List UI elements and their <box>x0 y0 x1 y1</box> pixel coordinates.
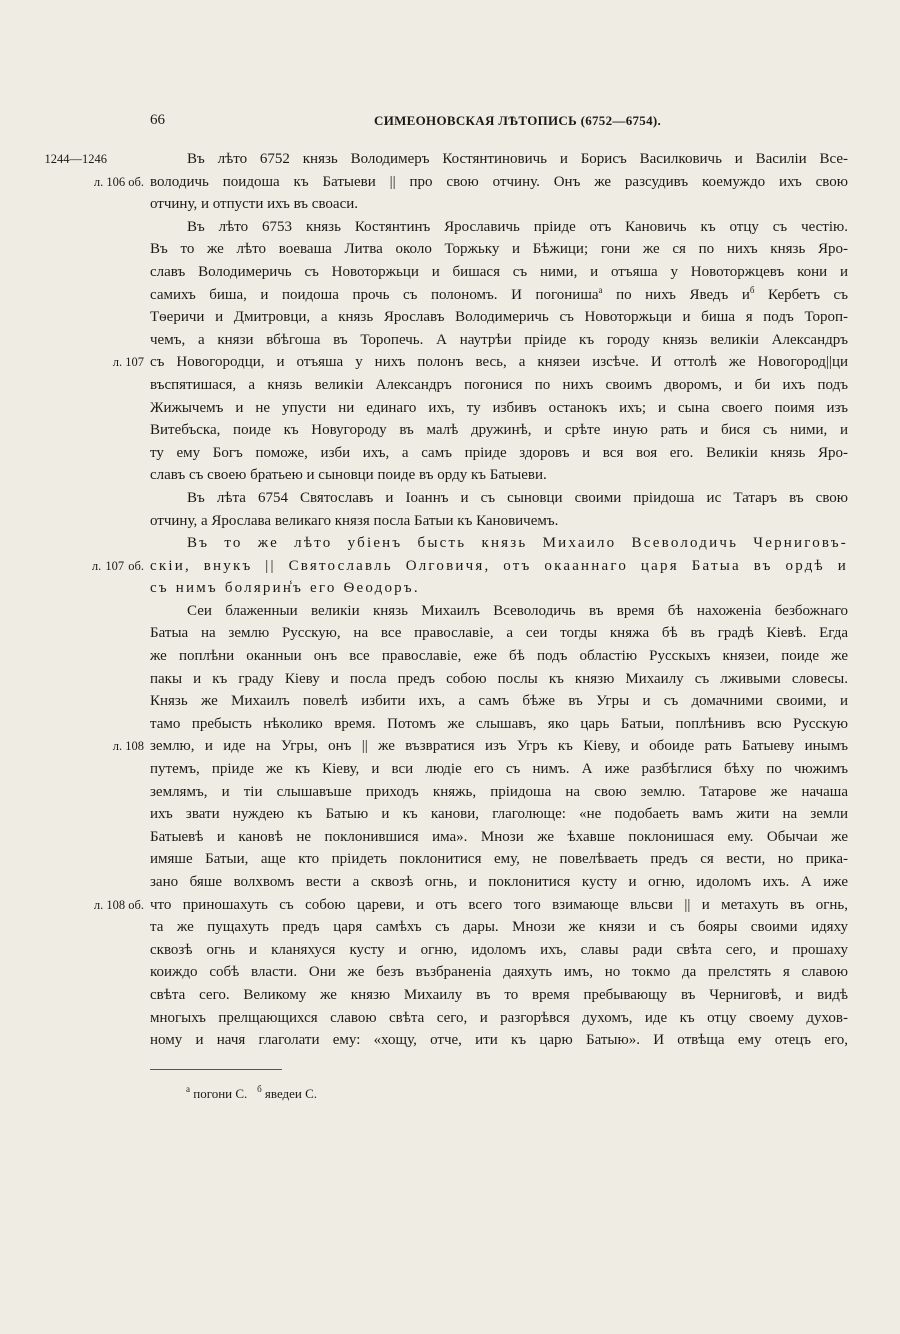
line-text: Въ то же лѣто воеваша Литва около Торжьку и Бѣжици; гони же ся по нихъ князь Яро- <box>150 241 848 258</box>
line-text: же поплѣни оканныи онъ все православіе, еже бѣ подъ областію Русскыхъ князеи, поиде же <box>150 648 848 665</box>
text-line <box>150 487 848 510</box>
text-line <box>150 713 848 736</box>
text-line <box>150 306 848 329</box>
text-line <box>150 826 848 849</box>
text-line <box>150 961 848 984</box>
text-line <box>93 894 848 917</box>
line-text: чемъ, а князи вбѣгоша въ Торопечь. А наутрѣи пріиде къ городу князь великіи Александръ <box>150 331 848 348</box>
line-text: съ нимъ болярин̾ъ его Ѳеодоръ. <box>150 580 420 597</box>
line-text: отчину, а Ярослава великаго князя посла Батыи къ Кановичемъ. <box>150 512 559 529</box>
text-line <box>150 781 848 804</box>
footnote-rule <box>150 1069 282 1070</box>
running-header <box>0 112 900 136</box>
footnote-b-mark: б <box>257 1084 262 1094</box>
text-line <box>150 939 848 962</box>
text-line <box>150 622 848 645</box>
text-line <box>150 419 848 442</box>
margin-note: л. 108 <box>112 739 144 754</box>
text-line <box>150 577 848 600</box>
margin-note: 1244—1246 <box>44 152 107 166</box>
text-line <box>150 1029 848 1052</box>
line-text: та же пущахуть предъ царя самѣхъ съ дары. Мнози же князи и съ бояры своими идяху <box>150 919 848 936</box>
chronicle-text <box>44 148 848 1052</box>
text-line <box>150 916 848 939</box>
line-text: Жижычемъ и не упусти ни единаго ихъ, ту избивъ останокъ ихъ; и сына своего поимя изъ <box>150 399 848 416</box>
text-line <box>150 238 848 261</box>
footnote-b-text: яведеи С. <box>264 1086 318 1101</box>
line-text: путемъ, пріиде же къ Кіеву, и вси людіе его съ нимъ. А иже разбѣглися бѣху по чюжимъ <box>150 761 848 778</box>
page-number: 66 <box>150 112 165 128</box>
line-text: Въ лѣто 6752 князь Володимеръ Костянтиновичь и Борисъ Василковичь и Василіи Все- <box>187 151 848 167</box>
line-text: отчину, и отпусти ихъ въ своаси. <box>150 196 359 213</box>
margin-note: л. 106 об. <box>93 174 144 189</box>
running-title: СИМЕОНОВСКАЯ ЛѢТОПИСЬ (6752—6754). <box>374 113 662 128</box>
line-text: володичь поидоша къ Батыеви || про свою отчину. Онъ же разсудивъ коемуждо ихъ свою <box>150 173 848 190</box>
text-line <box>150 668 848 691</box>
text-line <box>150 600 848 623</box>
line-text: Батыевѣ и кановѣ не поклонившися има». Мнози же ѣхавше поклонишася ему. Обычаи же <box>150 828 848 845</box>
text-line <box>150 871 848 894</box>
line-text: тамо пребысть нѣколико время. Потомъ же слышавъ, яко царь Батыи, поплѣнивъ всю Русскую <box>150 715 848 732</box>
line-text: сквозѣ огнь и кланяхуся кусту и огню, идоломъ ихъ, славы ради свѣта сего, и прошаху <box>150 941 848 958</box>
text-line <box>150 510 848 533</box>
line-text: свѣта сего. Великому же князю Михаилу въ то время пребывающу въ Черниговѣ, и видѣ <box>150 986 848 1003</box>
text-line <box>150 261 848 284</box>
text-line <box>150 532 848 555</box>
line-text: ному и начя глаголати ему: «хощу, отче, ити къ царю Батыю». И отвѣща ему отецъ его, <box>150 1032 848 1049</box>
line-text: зано бяше волхвомъ вести а сквозѣ огнь, и поклонитися кусту и огню, идоломъ ихъ. А иже <box>150 874 848 890</box>
line-text: Въ то же лѣто убіенъ бысть князь Михаило Всеволодичь Черниговъ- <box>187 535 848 552</box>
line-text: славъ Володимеричь съ Новоторжьци и бишася съ ними, и отъяша у Новоторжцевъ кони и <box>150 263 848 280</box>
text-line <box>150 216 848 239</box>
line-text: славъ съ своею братьею и сыновци поиде въ орду къ Батыеви. <box>150 467 547 484</box>
line-text: Батыа на землю Русскую, на все православіе, а сеи тогды княжа бѣ въ градѣ Кіевѣ. Егда <box>150 625 848 642</box>
line-text: землю, и иде на Угры, онъ || же възвратися изъ Угръ къ Кіеву, и обоиде рать Батыеву инымъ <box>150 738 848 755</box>
footnote-a-mark: а <box>186 1084 190 1094</box>
line-text: пакы и къ граду Кіеву и посла предъ собою послы къ князю Михаилу съ лживыми словесы. <box>150 670 848 687</box>
text-line <box>44 148 848 171</box>
footnotes <box>186 1086 317 1102</box>
text-line <box>150 984 848 1007</box>
text-line <box>150 848 848 871</box>
text-line <box>150 464 848 487</box>
line-text: коиждо собѣ власти. Они же безъ възбраненіа даяхуть имъ, но токмо да прелстять я славою <box>150 964 848 981</box>
text-line <box>150 374 848 397</box>
line-text: землямъ, и тіи слышавъше приходъ княжь, пріидоша на свою землю. Татарове же начаша <box>150 783 848 800</box>
text-line <box>150 690 848 713</box>
text-line <box>91 555 848 578</box>
margin-note: л. 107 об. <box>91 558 144 573</box>
line-text: скіи, внукъ || Святославль Олговичя, отъ окааннаго царя Батыа въ ордѣ и <box>150 557 848 574</box>
footnote-a-text: погони С. <box>193 1086 248 1101</box>
line-text: многыхъ прелщающихся славою свѣта сего, и разгорѣвся духомъ, иде къ отцу своему духов- <box>150 1009 848 1026</box>
text-line <box>150 645 848 668</box>
line-text: Тѳеричи и Дмитровци, а князь Ярославъ Володимеричь съ Новоторжьци и биша я подъ Тороп- <box>150 309 848 326</box>
line-text: съ Новогородци, и отъяша у нихъ полонъ весь, а князеи изсѣче. И оттолѣ же Новогород||ци <box>150 354 848 371</box>
text-line <box>93 171 848 194</box>
line-text: Въ лѣто 6753 князь Костянтинъ Ярославичь пріиде отъ Кановичь къ отцу съ честію. <box>187 218 848 235</box>
line-text: самихъ биша, и поидоша прочь съ полономъ. И погониша$^а$ по нихъ Яведъ $и^б$ Кербетъ съ <box>150 284 848 303</box>
line-text: Князь же Михаилъ повелѣ избити ихъ, а самъ бѣже въ Угры и съ домачними своими, и <box>150 693 848 710</box>
margin-note: л. 108 об. <box>93 897 144 912</box>
text-line <box>150 193 848 216</box>
line-text: ихъ звати нуждею къ Батыю и къ канови, глаголюще: «не подобаеть вамъ жити на земли <box>150 806 848 823</box>
line-text: въспятишася, а князь великіи Александръ погонися по нихъ своимъ дворомъ, и би ихъ подъ <box>150 376 848 393</box>
line-text: Витебъска, поиде къ Новугороду въ малѣ дружинѣ, и срѣте иную рать и бися съ ними, и <box>150 422 848 439</box>
text-line <box>112 351 848 374</box>
line-text: ту ему Богъ поможе, изби ихъ, а самъ пріиде здоровъ и вся воя его. Великіи князь Яро- <box>150 444 848 461</box>
line-text: Сеи блаженныи великіи князь Михаилъ Всеволодичь въ время бѣ нахоженіа безбожнаго <box>187 602 848 619</box>
text-line <box>150 758 848 781</box>
text-line <box>150 803 848 826</box>
margin-note: л. 107 <box>112 355 144 370</box>
text-line <box>150 329 848 352</box>
text-line <box>150 397 848 420</box>
line-text: что приношахуть съ собою цареви, и отъ всего того взимающе вльсви || и метахуть въ огнь, <box>150 896 848 913</box>
line-text: Въ лѣта 6754 Святославъ и Іоаннъ и съ сыновци своими пріидоша ис Татаръ въ свою <box>187 489 848 506</box>
text-line <box>150 1007 848 1030</box>
text-line <box>150 442 848 465</box>
text-line <box>112 735 848 758</box>
line-text: имяше Батыи, аще кто пріидеть поклонитися ему, не повелѣваеть предъ ся вести, но прика- <box>150 851 848 868</box>
text-line <box>150 284 848 307</box>
